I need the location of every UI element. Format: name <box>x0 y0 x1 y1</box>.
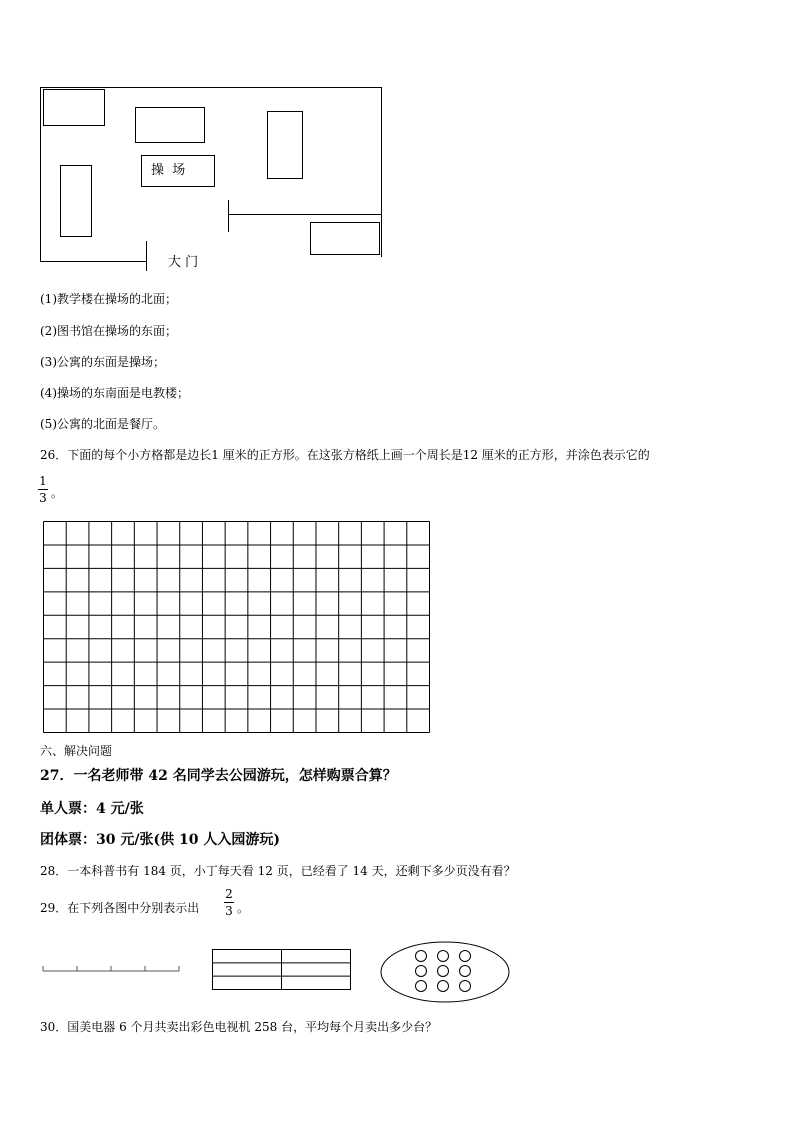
q26-fraction-numerator: 1 <box>39 474 47 488</box>
q29-fraction-denominator: 3 <box>225 904 233 918</box>
small-circle <box>460 966 471 977</box>
small-circle <box>416 951 427 962</box>
building-top-left <box>43 89 105 126</box>
small-circle <box>416 981 427 992</box>
question-26: 26．下面的每个小方格都是边长1 厘米的正方形。在这张方格纸上画一个周长是12 厘米的正方形，并涂色表示它的 <box>40 448 650 462</box>
question-29: 29．在下列各图中分别表示出 <box>40 901 200 915</box>
q26-fraction-denominator: 3 <box>39 491 47 505</box>
q29-fraction-numerator: 2 <box>225 887 233 901</box>
gate-post <box>146 241 147 271</box>
small-circle <box>438 981 449 992</box>
line-segment-figure <box>42 964 180 974</box>
building-top-center <box>135 107 205 143</box>
small-circle <box>438 951 449 962</box>
question-28: 28．一本科普书有 184 页，小丁每天看 12 页，已经看了 14 天，还剩下多少页没有看？ <box>40 864 516 878</box>
single-ticket-price: 单人票：4 元/张 <box>40 801 144 817</box>
map-top-wall <box>40 87 382 88</box>
building-left-tall <box>60 165 92 237</box>
inner-wall-post <box>228 200 229 232</box>
map-right-wall <box>381 87 382 257</box>
question-30: 30．国美电器 6 个月共卖出彩色电视机 258 台，平均每个月卖出多少台？ <box>40 1020 438 1034</box>
statement-4: (4)操场的东南面是电教楼； <box>40 386 189 400</box>
small-circle <box>438 966 449 977</box>
statement-2: (2)图书馆在操场的东面； <box>40 324 177 338</box>
building-bottom-right <box>310 222 380 255</box>
q26-fraction-bar <box>38 489 48 490</box>
small-circle <box>416 966 427 977</box>
q26-fraction <box>38 474 48 505</box>
statement-3: (3)公寓的东面是操场； <box>40 355 165 369</box>
small-circle <box>460 981 471 992</box>
section-6-title: 六、解决问题 <box>40 744 113 758</box>
small-circle <box>460 951 471 962</box>
question-27: 27．一名老师带 42 名同学去公园游玩，怎样购票合算？ <box>40 768 397 784</box>
square-grid <box>43 521 430 733</box>
group-ticket-price: 团体票：30 元/张(供 10 人入园游玩) <box>40 832 280 848</box>
q29-fraction <box>224 887 234 918</box>
ellipse-circles-figure <box>380 941 510 1003</box>
map-left-wall <box>40 87 41 261</box>
gate-label: 大 门 <box>168 255 199 270</box>
playground-label: 操 场 <box>151 163 186 178</box>
statement-1: (1)教学楼在操场的北面； <box>40 292 177 306</box>
q29-suffix: 。 <box>237 901 250 915</box>
building-right-tall <box>267 111 303 179</box>
inner-wall <box>228 214 381 215</box>
table-figure <box>212 949 352 991</box>
q26-suffix: 。 <box>51 486 64 500</box>
map-bottom-left-wall <box>40 261 146 262</box>
q29-fraction-bar <box>224 902 234 903</box>
statement-5: (5)公寓的北面是餐厅。 <box>40 417 165 431</box>
